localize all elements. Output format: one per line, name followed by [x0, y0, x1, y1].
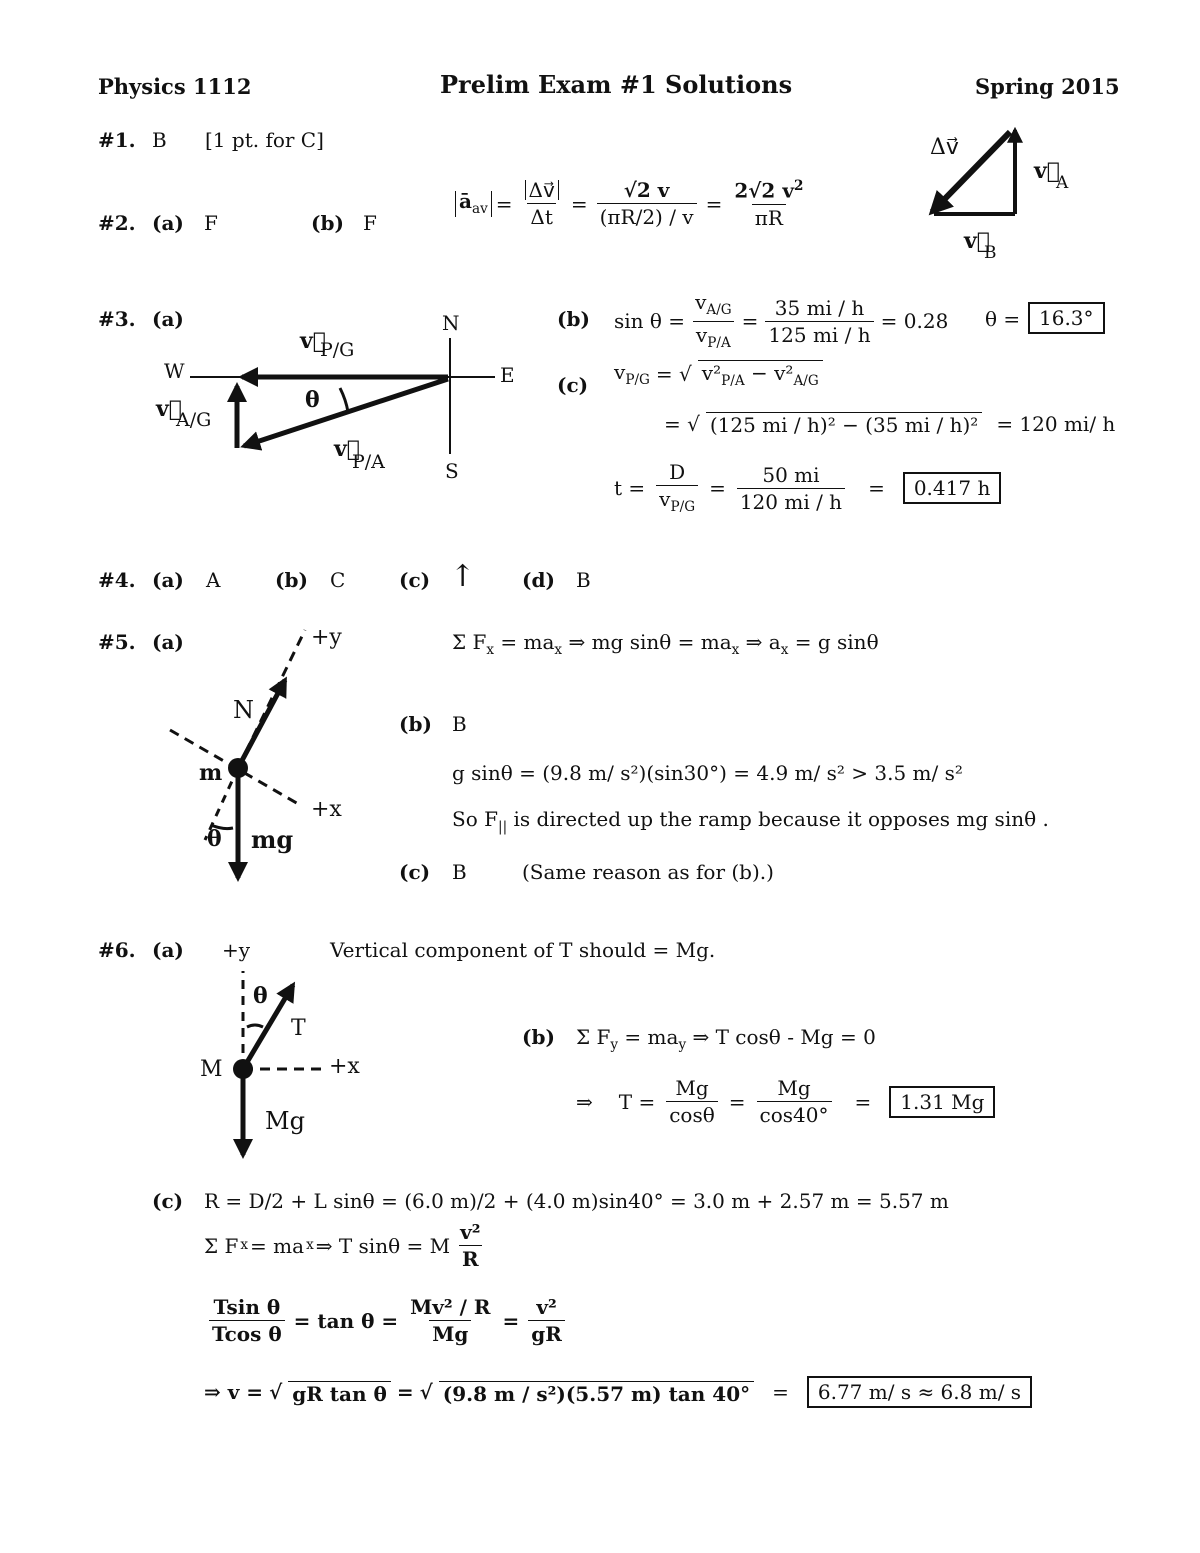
q1-label: #1. — [98, 128, 136, 152]
q3-label: #3. — [98, 307, 136, 331]
q4-part-a: (a) — [152, 568, 184, 592]
q6-a-axis-y: +y — [222, 938, 251, 962]
q3-b-answer-box: 16.3° — [1028, 302, 1105, 334]
q2-answer-b: F — [363, 211, 377, 235]
q5-mass-dot — [228, 758, 248, 778]
q1-answer: B — [152, 128, 167, 152]
q5-free-body-diagram — [165, 620, 365, 890]
svg-text:θ: θ — [207, 826, 222, 852]
svg-text:S: S — [445, 459, 459, 483]
q5-part-b: (b) — [399, 712, 432, 736]
svg-text:M: M — [200, 1057, 223, 1082]
q5-b-line2: So $F_{||}$ is directed up the ramp because it opposes mg sinθ . — [452, 807, 1049, 835]
q4-part-b: (b) — [275, 568, 308, 592]
q2-part-b: (b) — [311, 211, 344, 235]
q6-c-line4: ⇒ v = √ gR tan θ = √ (9.8 m / s²)(5.57 m) tan 40° = 6.77 m/ s ≈ 6.8 m/ s — [204, 1376, 1032, 1408]
q5-part-a: (a) — [152, 630, 184, 654]
q4-label: #4. — [98, 568, 136, 592]
q5-a-equation: Σ $F_x = ma_x$ ⇒ mg $\sin\theta = ma_x$ ⇒ $a_x = g$ sinθ — [452, 630, 879, 658]
q2-abs-a: $ā_{av}$ — [455, 191, 492, 217]
q5-label: #5. — [98, 630, 136, 654]
q2-vector-diagram — [920, 118, 1120, 268]
q3-b-equation: sin θ = $\frac{v_{A/G}}{v_{P/A}}$ = $\frac{35 mi / h}{125 mi / h}$ = 0.28 — [614, 290, 949, 351]
svg-text:W: W — [164, 359, 185, 383]
svg-text:m: m — [199, 760, 223, 786]
svg-text:θ: θ — [253, 983, 268, 1009]
q3-vector-diagram — [150, 308, 530, 488]
svg-text:T: T — [291, 1016, 306, 1041]
q6-part-b: (b) — [522, 1025, 555, 1049]
q4-answer-a: A — [206, 568, 221, 592]
svg-text:mg: mg — [251, 825, 294, 854]
svg-text:A/G: A/G — [176, 409, 212, 431]
q2-frac2: $\frac{√2 v}{(\pi R/2) / v}$ — [597, 180, 697, 227]
svg-text:P/A: P/A — [352, 451, 385, 473]
q6-part-c: (c) — [152, 1189, 184, 1213]
q6-c-line2: Σ F x = ma x ⇒ T sinθ = M $\frac{\text{v²}}{R}$ — [204, 1220, 481, 1271]
svg-text:+y: +y — [311, 625, 342, 650]
q3-part-b: (b) — [557, 307, 590, 331]
q5-c-note: (Same reason as for (b).) — [522, 860, 774, 884]
q2-label: #2. — [98, 211, 136, 235]
q3-c-line2: = √ (125 mi / h)² − (35 mi / h)² = 120 mi/ h — [664, 411, 1116, 437]
svg-text:A: A — [1056, 173, 1069, 193]
q6-label: #6. — [98, 938, 136, 962]
q2-part-a: (a) — [152, 211, 184, 235]
q5-b-line1: g sinθ = (9.8 m/ s²)(sin30°) = 4.9 m/ s² > 3.5 m/ s² — [452, 761, 963, 785]
svg-text:v⃗: v⃗ — [156, 396, 182, 422]
q4-answer-b: C — [330, 568, 346, 592]
q4-part-c: (c) — [399, 568, 431, 592]
q4-answer-c: ↑ — [450, 559, 476, 594]
q6-b-equation: Σ $F_y = ma_y$ ⇒ T cosθ - Mg = 0 — [576, 1025, 876, 1053]
q3-c-answer-box: 0.417 h — [903, 472, 1002, 504]
q3-c-line1: $v_{P/G}$ = √ $v^2_{P/A} - v^2_{A/G}$ — [614, 360, 823, 389]
q2-dv-label: Δv⃗ — [930, 135, 959, 160]
q6-b-tension: ⇒ T = $\frac{Mg}{\cos\theta}$ = $\frac{Mg}{\cos 40^\circ}$ = 1.31 Mg — [576, 1078, 995, 1125]
q6-c-line3: $\frac{\text{Tsin θ}}{\text{Tcos θ}}$ = tan θ = $\frac{\text{Mv² / R}}{Mg}$ = $\frac{\text{v²}}{gR}$ — [204, 1297, 570, 1344]
svg-text:N: N — [442, 311, 460, 335]
svg-text:θ: θ — [305, 387, 320, 413]
q3-b-theta: θ = — [985, 307, 1021, 331]
q6-mass-dot — [233, 1059, 253, 1079]
q6-c-line1: R = D/2 + L sinθ = (6.0 m)/2 + (4.0 m)sin40° = 3.0 m + 2.57 m = 5.57 m — [204, 1189, 949, 1213]
q3-part-c: (c) — [557, 373, 589, 397]
svg-text:B: B — [984, 243, 997, 263]
q5-b-answer: B — [452, 712, 467, 736]
svg-text:E: E — [500, 363, 515, 387]
svg-text:+x: +x — [329, 1054, 360, 1079]
q6-a-text: Vertical component of T should = Mg. — [330, 938, 716, 962]
q4-answer-d: B — [576, 568, 591, 592]
q2-formula: $ā_{av}$ = $\frac{\Delta v⃗}{\Delta t}$ = $\frac{√2 v}{(\pi R/2) / v}$ = $\frac{2√2 v^2}{\pi R}$ — [455, 180, 811, 228]
q2-va-label: v⃗ — [1034, 158, 1060, 184]
page-title: Prelim Exam #1 Solutions — [440, 70, 793, 99]
q1-note: [1 pt. for C] — [205, 128, 324, 152]
q4-part-d: (d) — [522, 568, 555, 592]
q2-frac1: $\frac{\Delta v⃗}{\Delta t}$ — [522, 180, 562, 227]
q5-part-c: (c) — [399, 860, 431, 884]
q2-answer-a: F — [204, 211, 218, 235]
q2-frac3: $\frac{2√2 v^2}{\pi R}$ — [734, 178, 804, 230]
q5-c-answer: B — [452, 860, 467, 884]
svg-text:Mg: Mg — [265, 1107, 305, 1135]
svg-text:v⃗: v⃗ — [334, 436, 360, 462]
q2-vb-label: v⃗ — [964, 228, 990, 254]
q6-part-a: (a) — [152, 938, 184, 962]
q6-b-answer-box: 1.31 Mg — [889, 1086, 995, 1118]
term-label: Spring 2015 — [975, 74, 1120, 99]
q6-free-body-diagram — [195, 965, 375, 1165]
q3-part-a: (a) — [152, 307, 184, 331]
q6-c-answer-box: 6.77 m/ s ≈ 6.8 m/ s — [807, 1376, 1032, 1408]
svg-text:+x: +x — [311, 797, 342, 822]
svg-text:P/G: P/G — [320, 339, 355, 361]
q3-c-time: t = $\frac{D}{v_{P/G}}$ = $\frac{50 mi}{120 mi / h}$ = 0.417 h — [614, 462, 1001, 515]
q5-normal-arrow — [238, 680, 285, 768]
svg-text:v⃗: v⃗ — [300, 328, 326, 354]
course-label: Physics 1112 — [98, 74, 252, 99]
svg-text:N: N — [233, 696, 254, 724]
